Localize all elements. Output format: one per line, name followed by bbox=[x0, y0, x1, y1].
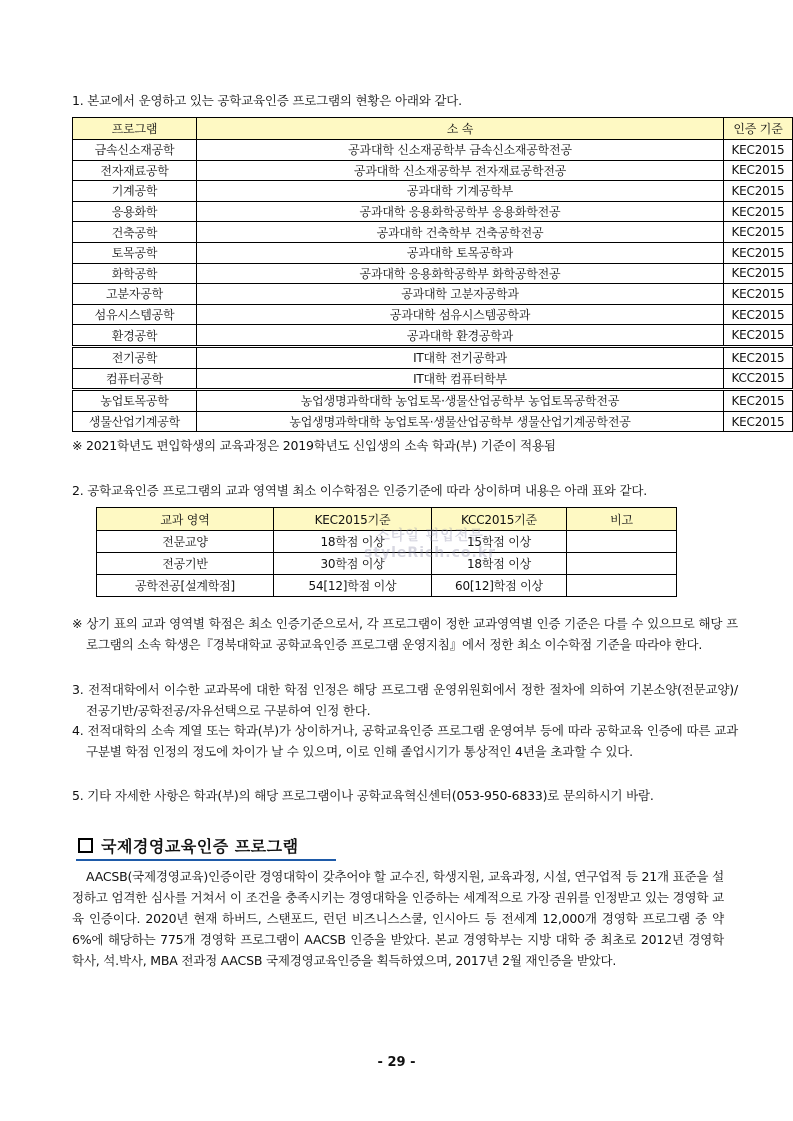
checkbox-icon bbox=[78, 838, 93, 853]
program-name: 화학공학 bbox=[73, 263, 197, 284]
cert-standard: KEC2015 bbox=[724, 263, 793, 284]
affiliation: IT대학 전기공학과 bbox=[197, 346, 724, 368]
table-row bbox=[73, 304, 793, 325]
program-name: 응용화학 bbox=[73, 201, 197, 222]
watermark-line-2: styleRich.co.kr bbox=[363, 545, 497, 561]
cert-standard: KEC2015 bbox=[724, 140, 793, 161]
table-row bbox=[73, 368, 793, 390]
subject-area: 전문교양 bbox=[97, 531, 274, 553]
item-5-contact: 5. 기타 자세한 사항은 학과(부)의 해당 프로그램이나 공학교육혁신센터(053-950-6833)로 문의하시기 바람. bbox=[72, 788, 654, 803]
table-row bbox=[97, 575, 677, 597]
item-3-credit-recognition: 3. 전적대학에서 이수한 교과목에 대한 학점 인정은 해당 프로그램 운영위원회에서 정한 절차에 의하여 기본소양(전문교양)/전공기반/공학전공/자유선택으로 구분하여 인정 한다. bbox=[72, 682, 738, 718]
cert-standard: KCC2015 bbox=[724, 368, 793, 390]
remarks bbox=[567, 575, 677, 597]
affiliation: IT대학 컴퓨터학부 bbox=[197, 368, 724, 390]
header-cert-standard: 인증 기준 bbox=[724, 118, 793, 140]
program-name: 농업토목공학 bbox=[73, 390, 197, 412]
cert-standard: KEC2015 bbox=[724, 181, 793, 202]
subject-area: 공학전공[설계학점] bbox=[97, 575, 274, 597]
cert-standard: KEC2015 bbox=[724, 242, 793, 263]
table-row bbox=[73, 201, 793, 222]
affiliation: 공과대학 기계공학부 bbox=[197, 181, 724, 202]
program-name: 토목공학 bbox=[73, 242, 197, 263]
program-name: 생물산업기계공학 bbox=[73, 411, 197, 432]
affiliation: 농업생명과학대학 농업토목·생물산업공학부 생물산업기계공학전공 bbox=[197, 411, 724, 432]
program-name: 기계공학 bbox=[73, 181, 197, 202]
table-row bbox=[73, 222, 793, 243]
item-1-intro: 1. 본교에서 운영하고 있는 공학교육인증 프로그램의 현황은 아래와 같다. bbox=[72, 93, 462, 108]
affiliation: 공과대학 고분자공학과 bbox=[197, 284, 724, 305]
kcc-credits: 60[12]학점 이상 bbox=[432, 575, 567, 597]
cert-standard: KEC2015 bbox=[724, 284, 793, 305]
affiliation: 공과대학 섬유시스템공학과 bbox=[197, 304, 724, 325]
note-transfer-curriculum: ※ 2021학년도 편입학생의 교육과정은 2019학년도 신입생의 소속 학과(부) 기준이 적용됨 bbox=[72, 438, 556, 453]
program-name: 고분자공학 bbox=[73, 284, 197, 305]
kec-credits: 18학점 이상 bbox=[274, 531, 432, 553]
item-2-credits: 2. 공학교육인증 프로그램의 교과 영역별 최소 이수학점은 인증기준에 따라 상이하며 내용은 아래 표와 같다. bbox=[72, 483, 647, 498]
header-affiliation: 소 속 bbox=[197, 118, 724, 140]
affiliation: 공과대학 신소재공학부 금속신소재공학전공 bbox=[197, 140, 724, 161]
watermark-line-1: 스타일 편입전문 bbox=[376, 528, 484, 544]
table-row bbox=[73, 242, 793, 263]
table-row bbox=[73, 263, 793, 284]
page-number: - 29 - bbox=[377, 1055, 416, 1070]
table-row bbox=[73, 390, 793, 412]
header-kcc2015: KCC2015기준 bbox=[432, 508, 567, 531]
affiliation: 공과대학 토목공학과 bbox=[197, 242, 724, 263]
cert-standard: KEC2015 bbox=[724, 390, 793, 412]
table-row bbox=[73, 160, 793, 181]
table-row bbox=[73, 140, 793, 161]
cert-standard: KEC2015 bbox=[724, 346, 793, 368]
header-program: 프로그램 bbox=[73, 118, 197, 140]
affiliation: 공과대학 응용화학공학부 화학공학전공 bbox=[197, 263, 724, 284]
table-row bbox=[73, 284, 793, 305]
header-remarks: 비고 bbox=[567, 508, 677, 531]
program-name: 금속신소재공학 bbox=[73, 140, 197, 161]
kcc-credits: 18학점 이상 bbox=[432, 553, 567, 575]
program-name: 환경공학 bbox=[73, 325, 197, 347]
item-4-graduation-delay: 4. 전적대학의 소속 계열 또는 학과(부)가 상이하거나, 공학교육인증 프로그램 운영여부 등에 따라 공학교육 인증에 따른 교과구분별 학점 인정의 정도에 차이가 날 수 있으며, 이로 인해 졸업시기가 통상적인 4년을 초과할 수 있다. bbox=[72, 723, 738, 759]
program-name: 전자재료공학 bbox=[73, 160, 197, 181]
table-row bbox=[73, 346, 793, 368]
note-minimum-credits: ※ 상기 표의 교과 영역별 학점은 최소 인증기준으로서, 각 프로그램이 정한 교과영역별 인증 기준은 다를 수 있으므로 해당 프로그램의 소속 학생은『경북대학교 공학교육인증 프로그램 운영지침』에서 정한 최소 이수학점 기준을 따라야 한다. bbox=[72, 616, 738, 652]
affiliation: 공과대학 응용화학공학부 응용화학전공 bbox=[197, 201, 724, 222]
program-name: 섬유시스템공학 bbox=[73, 304, 197, 325]
kec-credits: 54[12]학점 이상 bbox=[274, 575, 432, 597]
program-table bbox=[72, 117, 793, 432]
affiliation: 공과대학 건축학부 건축공학전공 bbox=[197, 222, 724, 243]
section-heading bbox=[76, 831, 336, 861]
table-header-row bbox=[73, 118, 793, 140]
table-row bbox=[73, 411, 793, 432]
table-row bbox=[73, 325, 793, 347]
program-name: 건축공학 bbox=[73, 222, 197, 243]
kcc-credits: 15학점 이상 bbox=[432, 531, 567, 553]
cert-standard: KEC2015 bbox=[724, 201, 793, 222]
remarks bbox=[567, 531, 677, 553]
kec-credits: 30학점 이상 bbox=[274, 553, 432, 575]
cert-standard: KEC2015 bbox=[724, 304, 793, 325]
cert-standard: KEC2015 bbox=[724, 160, 793, 181]
cert-standard: KEC2015 bbox=[724, 411, 793, 432]
header-subject-area: 교과 영역 bbox=[97, 508, 274, 531]
cert-standard: KEC2015 bbox=[724, 222, 793, 243]
section-title: 국제경영교육인증 프로그램 bbox=[101, 836, 299, 856]
subject-area: 전공기반 bbox=[97, 553, 274, 575]
remarks bbox=[567, 553, 677, 575]
header-kec2015: KEC2015기준 bbox=[274, 508, 432, 531]
table-row bbox=[73, 181, 793, 202]
affiliation: 농업생명과학대학 농업토목·생물산업공학부 농업토목공학전공 bbox=[197, 390, 724, 412]
affiliation: 공과대학 신소재공학부 전자재료공학전공 bbox=[197, 160, 724, 181]
aacsb-paragraph: AACSB(국제경영교육)인증이란 경영대학이 갖추어야 할 교수진, 학생지원, 교육과정, 시설, 연구업적 등 21개 표준을 설정하고 엄격한 심사를 거쳐서 이 조건을 충족시키는 경영대학을 인증하는 세계적으로 가장 권위를 인정받고 있는 경영학 교육 인증이다. 2020년 현재 하버드, 스탠포드, 런던 비즈니스스쿨, 인시아드 등 전세계 12,000개 경영학 프로그램 중 약 6%에 해당하는 775개 경영학 프로그램이 AACSB 인증을 받았다. 본교 경영학부는 지방 대학 중 최초로 2012년 경영학 학사, 석.박사, MBA 전과정 AACSB 국제경영교육인증을 획득하였으며, 2017년 2월 재인증을 받았다. bbox=[72, 869, 724, 968]
watermark bbox=[345, 528, 515, 562]
program-name: 전기공학 bbox=[73, 346, 197, 368]
affiliation: 공과대학 환경공학과 bbox=[197, 325, 724, 347]
cert-standard: KEC2015 bbox=[724, 325, 793, 347]
program-name: 컴퓨터공학 bbox=[73, 368, 197, 390]
